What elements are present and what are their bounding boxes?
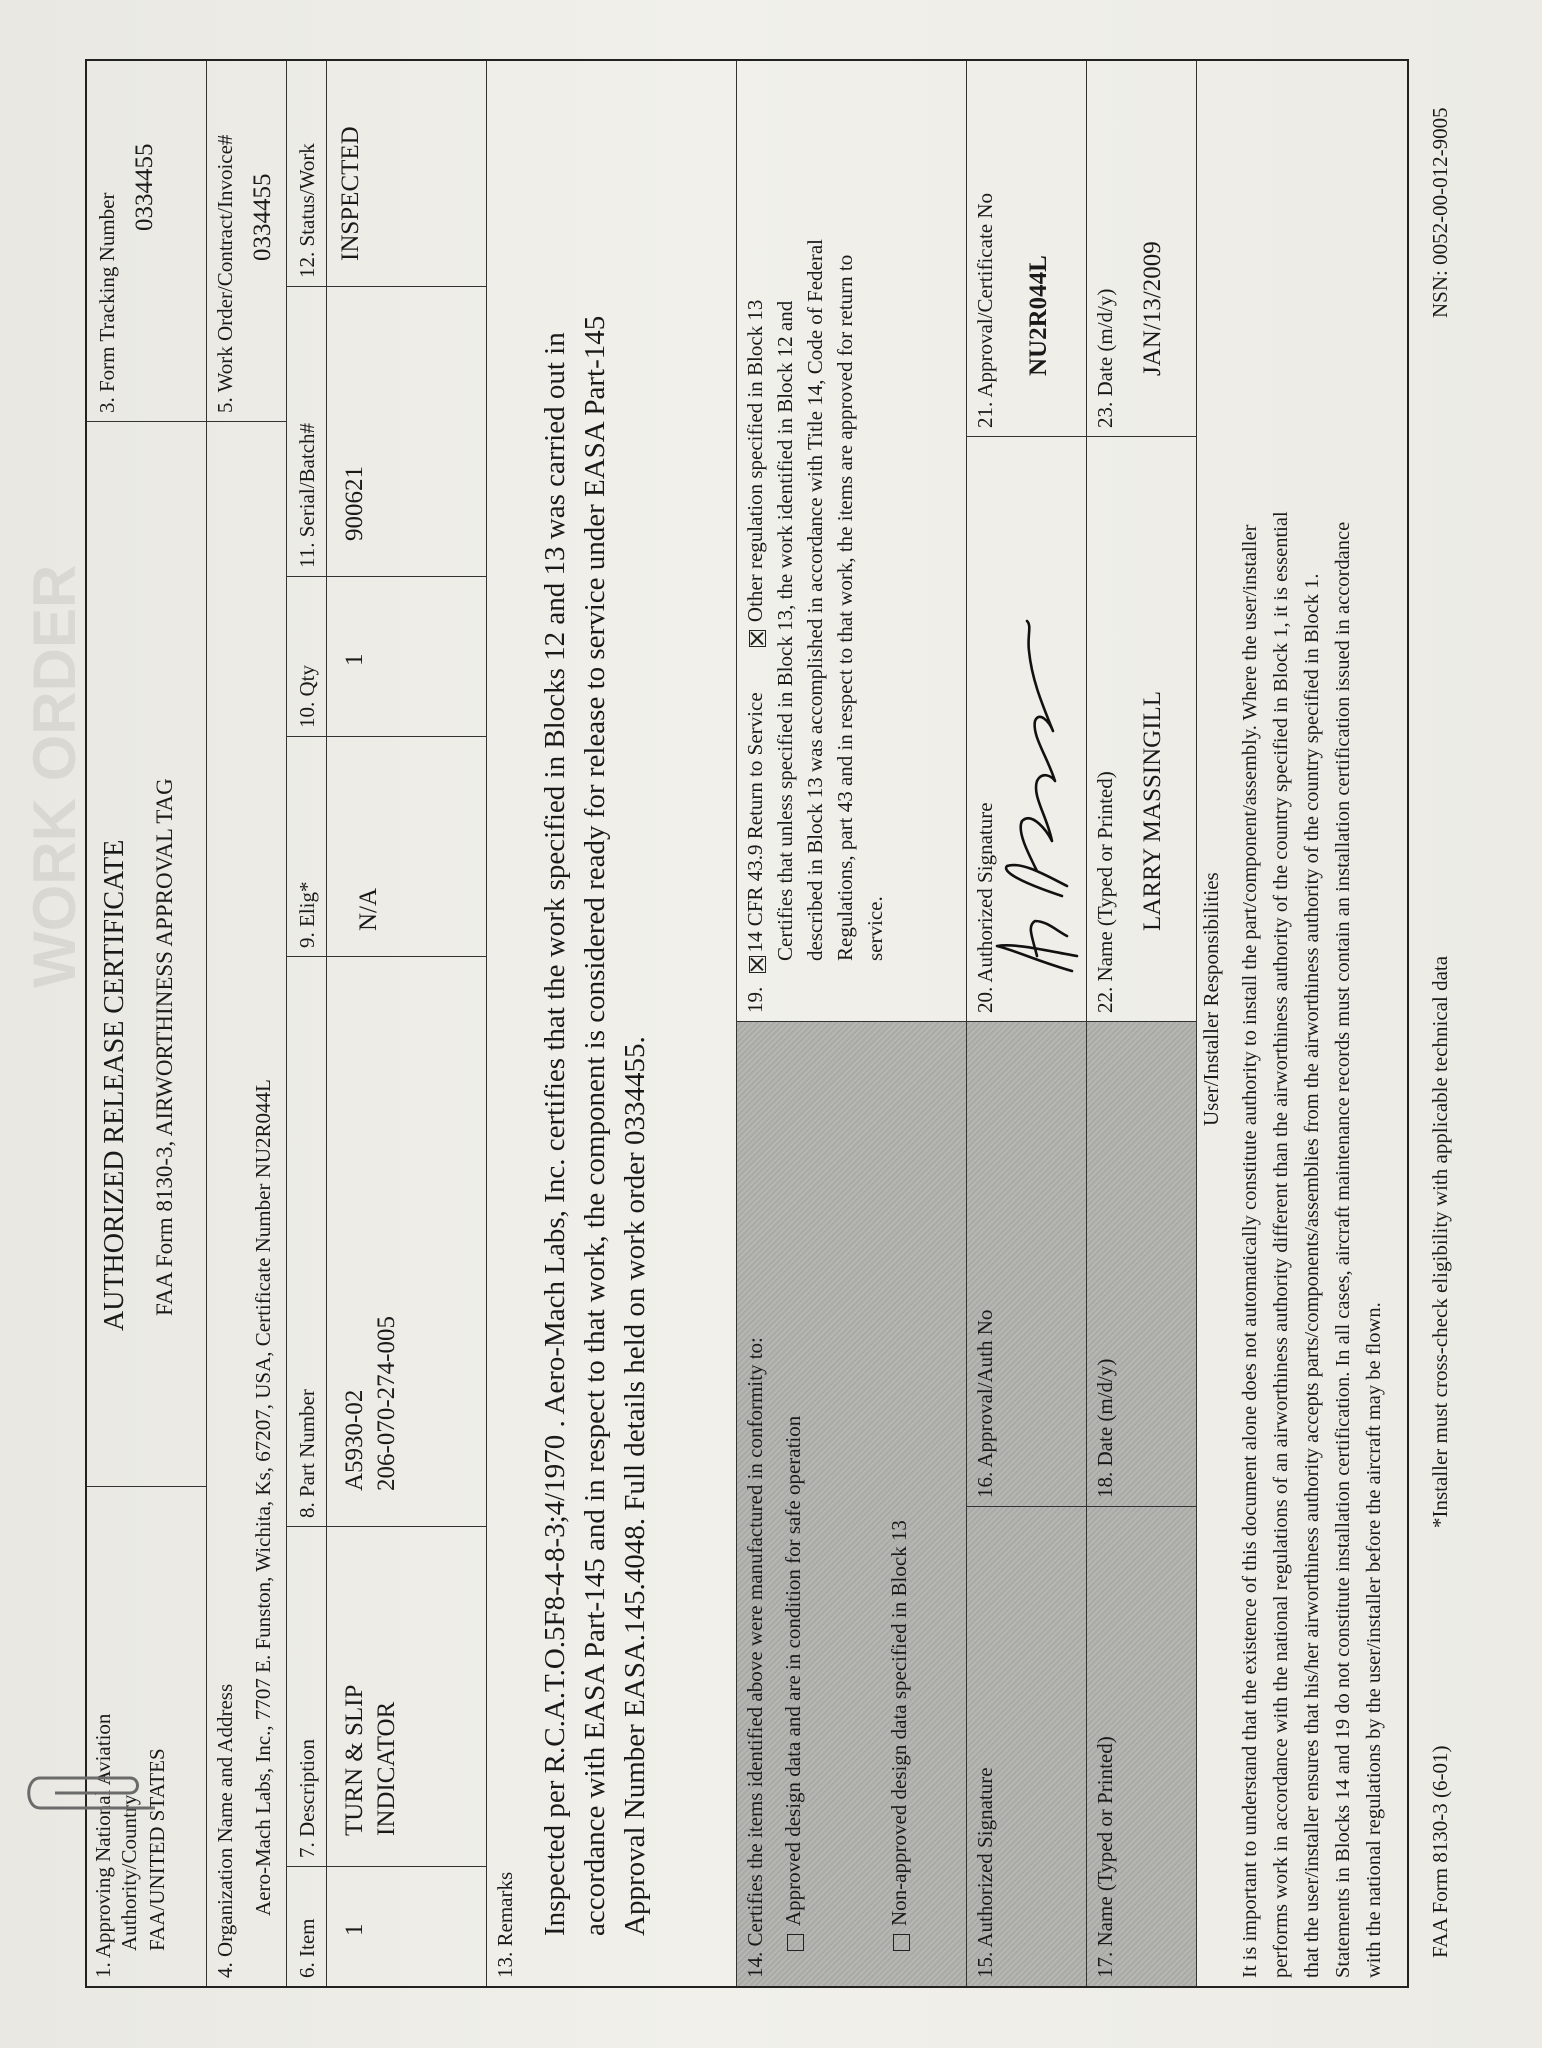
block-5 [207, 61, 287, 421]
footer-eligibility-note: *Installer must cross-check eligibility with applicable technical data [1428, 955, 1452, 1528]
user-installer-responsibilities [1197, 61, 1407, 1986]
checkbox-unchecked-icon[interactable] [787, 1934, 804, 1951]
block-15-label: 15. Authorized Signature [973, 1767, 997, 1978]
work-order-number: 0334455 [249, 173, 276, 261]
block-1 [87, 1486, 207, 1986]
row-status [327, 61, 487, 286]
block-14-option-1 [781, 1416, 805, 1951]
col-status-label: 12. Status/Work [295, 143, 319, 278]
block-1-value: FAA/UNITED STATES [145, 1748, 169, 1951]
approval-certificate-number: NU2R044L [1025, 255, 1052, 376]
eligibility: N/A [355, 887, 382, 931]
responsibilities-line-1: It is important to understand that the existence of this document alone does not automatically constitute authority to install the part/component/assembly. Where the user/installer [1239, 524, 1261, 1978]
row-part [327, 956, 487, 1526]
block-14 [737, 1021, 967, 1986]
checkbox-checked-icon[interactable] [749, 957, 766, 974]
item-number: 1 [341, 1923, 368, 1936]
block-1-label-2: Authority/Country [117, 1794, 141, 1951]
paper-clip-icon [20, 1763, 160, 1823]
signer-name: LARRY MASSINGILL [1139, 690, 1166, 931]
responsibilities-title: User/Installer Responsibilities [1199, 872, 1223, 1126]
form-title: AUTHORIZED RELEASE CERTIFICATE [99, 839, 130, 1331]
block-19-label: 19. [743, 986, 767, 1013]
block-14-option-2 [887, 1520, 911, 1951]
block-23 [1087, 61, 1197, 436]
block-1-label: 1. Approving National Aviation [91, 1713, 115, 1978]
block-4-label: 4. Organization Name and Address [213, 1683, 237, 1978]
col-header-serial [287, 286, 327, 576]
remarks-line-1: Inspected per R.C.A.T.O.5F8-4-8-3;4/1970 . Aero-Mach Labs, Inc. certifies that the work specified in Blocks 12 and 13 was carried out in [539, 332, 571, 1936]
block-19-option-2: Other regulation specified in Block 13 [743, 299, 767, 623]
block-5-label: 5. Work Order/Contract/Invoice# [213, 134, 237, 413]
block-14-option-1-text: Approved design data and are in condition for safe operation [781, 1415, 805, 1926]
block-18 [1087, 1021, 1197, 1506]
block-13-label: 13. Remarks [493, 1871, 517, 1978]
remarks-line-3: Approval Number EASA.145.4048. Full details held on work order 0334455. [619, 1036, 651, 1936]
block-20-label: 20. Authorized Signature [973, 802, 997, 1013]
block-17-label: 17. Name (Typed or Printed) [1093, 1736, 1117, 1978]
row-desc [327, 1526, 487, 1866]
description-line-1: TURN & SLIP [341, 1684, 368, 1836]
block-16 [967, 1021, 1087, 1506]
col-item-label: 6. Item [295, 1918, 319, 1978]
block-19-option-1: 14 CFR 43.9 Return to Service [743, 692, 767, 953]
col-desc-label: 7. Description [295, 1739, 319, 1858]
block-19-text-4: service. [863, 896, 887, 961]
col-header-item [287, 1866, 327, 1986]
part-number-1: A5930-02 [341, 1389, 368, 1491]
col-header-desc [287, 1526, 327, 1866]
checkbox-unchecked-icon[interactable] [893, 1934, 910, 1951]
col-header-elig [287, 736, 327, 956]
col-header-qty [287, 576, 327, 736]
block-19-text-2: described in Block 13 was accomplished in accordance with Title 14, Code of Federal [803, 239, 827, 961]
row-serial [327, 286, 487, 576]
faa-form-8130-3 [85, 59, 1409, 1988]
quantity: 1 [341, 653, 368, 666]
work-order-watermark: WORK ORDER [21, 564, 88, 988]
part-number-2: 206-070-274-005 [373, 1316, 400, 1491]
block-19-text-1: Certifies that unless specified in Block 13, the work identified in Block 12 and [773, 300, 797, 961]
block-15 [967, 1506, 1087, 1986]
col-header-status [287, 61, 327, 286]
block-20 [967, 436, 1087, 1021]
block-18-label: 18. Date (m/d/y) [1093, 1358, 1117, 1498]
handwritten-signature [977, 601, 1087, 981]
block-17 [1087, 1506, 1197, 1986]
block-14-label: 14. Certifies the items identified above were manufactured in conformity to: [743, 1337, 767, 1978]
col-elig-label: 9. Elig* [295, 881, 319, 948]
organization-address: Aero-Mach Labs, Inc., 7707 E. Funston, Wichita, Ks, 67207, USA, Certificate Number NU2R044L [251, 1079, 275, 1916]
footer-form-number: FAA Form 8130-3 (6-01) [1428, 1745, 1452, 1958]
remarks-line-2: accordance with EASA Part-145 and in respect to that work, the component is considered ready for release to service under EASA Part-145 [579, 315, 611, 1936]
block-21 [967, 61, 1087, 436]
block-22 [1087, 436, 1197, 1021]
status-work: INSPECTED [337, 126, 364, 261]
checkbox-checked-icon[interactable] [749, 630, 766, 647]
block-22-label: 22. Name (Typed or Printed) [1093, 771, 1117, 1013]
col-serial-label: 11. Serial/Batch# [295, 422, 319, 568]
responsibilities-line-3: that the user/installer ensures that his/her airworthiness authority accepts parts/components/assemblies from the airworthiness authority of the country specified in Block 1. [1301, 573, 1323, 1978]
block-19-header [743, 300, 767, 1013]
block-21-label: 21. Approval/Certificate No [973, 192, 997, 428]
row-qty [327, 576, 487, 736]
row-elig [327, 736, 487, 956]
block-3 [87, 61, 207, 421]
form-subtitle: FAA Form 8130-3, AIRWORTHINESS APPROVAL TAG [152, 778, 177, 1316]
col-header-part [287, 956, 327, 1526]
serial-number: 900621 [341, 466, 368, 541]
block-23-label: 23. Date (m/d/y) [1093, 288, 1117, 428]
signature-date: JAN/13/2009 [1139, 241, 1166, 376]
block-4 [207, 421, 287, 1986]
block-14-option-2-text: Non-approved design data specified in Block 13 [887, 1520, 911, 1926]
block-19-text-3: Regulations, part 43 and in respect to that work, the items are approved for return to [833, 254, 857, 961]
col-part-label: 8. Part Number [295, 1389, 319, 1518]
block-16-label: 16. Approval/Auth No [973, 1309, 997, 1498]
footer-nsn: NSN: 0052-00-012-9005 [1428, 107, 1452, 318]
block-19 [737, 61, 967, 1021]
responsibilities-line-4: Statements in Blocks 14 and 19 do not constitute installation certification. In all cases, aircraft maintenance records must contain an installation certification issued in accordance [1332, 521, 1354, 1978]
block-3-label: 3. Form Tracking Number [95, 192, 119, 413]
responsibilities-line-5: with the national regulations by the user/installer before the aircraft may be flown. [1363, 1302, 1385, 1978]
form-tracking-number: 0334455 [131, 143, 158, 231]
row-item [327, 1866, 487, 1986]
col-qty-label: 10. Qty [295, 665, 319, 728]
responsibilities-line-2: performs work in accordance with the national regulations of an airworthiness authority different than the airworthiness authority of the country specified in Block 1, it is essential [1270, 511, 1292, 1978]
description-line-2: INDICATOR [373, 1701, 400, 1836]
block-13 [487, 61, 737, 1986]
block-2 [87, 421, 207, 1486]
